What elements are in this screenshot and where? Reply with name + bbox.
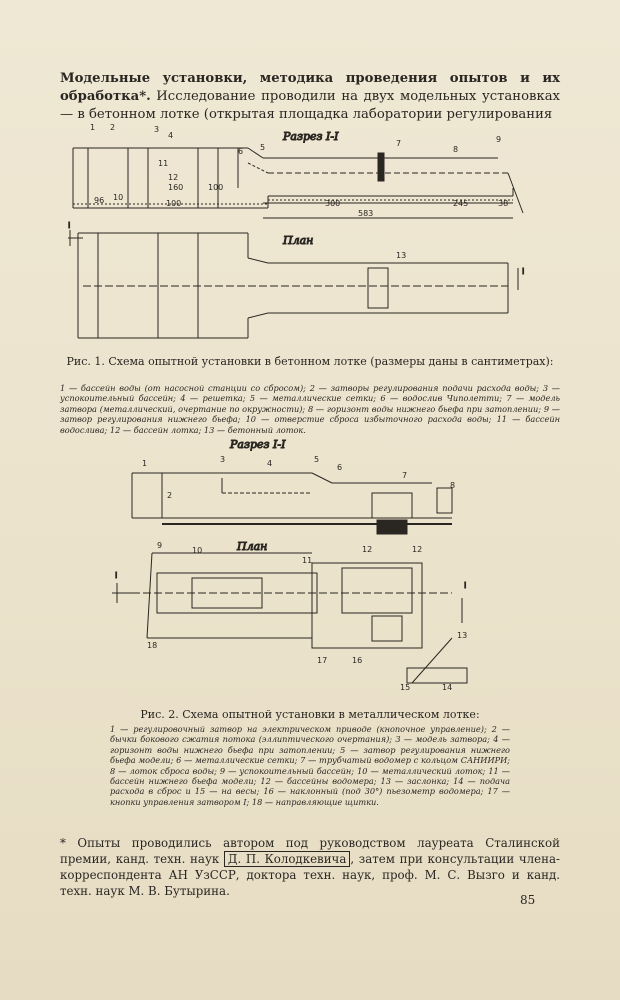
footnote-suffix: , затем при консультации члена-корреспондента АН УзССР, доктора техн. наук, проф. М. С. Вызго и канд. техн. наук М. В. Бутырина.: [60, 852, 560, 898]
svg-text:160: 160: [168, 183, 184, 192]
svg-text:13: 13: [396, 251, 407, 260]
svg-text:5: 5: [314, 455, 320, 464]
svg-text:5: 5: [260, 143, 266, 152]
svg-text:4: 4: [267, 459, 273, 468]
svg-text:245: 245: [453, 199, 469, 208]
svg-text:6: 6: [337, 463, 343, 472]
svg-text:7: 7: [396, 139, 402, 148]
svg-text:4: 4: [168, 131, 174, 140]
footnote-boxed-name: Д. П. Колодкевича: [224, 851, 350, 867]
svg-text:12: 12: [362, 545, 373, 554]
svg-text:100: 100: [208, 183, 224, 192]
svg-text:3: 3: [154, 125, 160, 134]
svg-text:7: 7: [402, 471, 408, 480]
svg-text:12: 12: [168, 173, 179, 182]
svg-text:38: 38: [498, 199, 509, 208]
svg-text:15: 15: [400, 683, 411, 692]
svg-text:16: 16: [352, 656, 363, 665]
svg-text:8: 8: [453, 145, 459, 154]
figure-2-drawing: [112, 438, 482, 700]
fig2-section-label: Разрез I-I: [230, 438, 286, 451]
svg-text:13: 13: [457, 631, 468, 640]
svg-text:I: I: [68, 221, 71, 230]
svg-text:10: 10: [192, 546, 203, 555]
svg-text:3: 3: [220, 455, 226, 464]
svg-text:2: 2: [110, 123, 116, 132]
page-number: 85: [520, 893, 536, 907]
svg-text:18: 18: [147, 641, 158, 650]
svg-text:11: 11: [158, 159, 169, 168]
figure-1-drawing: [68, 118, 538, 350]
figure-1-caption-title: Рис. 1. Схема опытной установки в бетонном лотке (размеры даны в сантиметрах):: [66, 355, 554, 368]
svg-text:I: I: [464, 581, 467, 590]
svg-text:1: 1: [90, 123, 96, 132]
svg-text:I: I: [115, 571, 118, 580]
figure-1-legend: 1 — бассейн воды (от насосной станции со сбросом); 2 — затворы регулирования подачи расхода воды; 3 — успокоительный бассейн; 4 — решетка; 5 — металлические сетки; 6 — водослив Чиполетти; 7 — модель затвора (металлический, очертание по окружности); 8 — горизонт воды нижнего бьефа при затоплении; 9 — затвор регулирования нижнего бьефа; 10 — отверстие сброса избыточного расхода воды; 11 — бассейн водослива; 12 — бассейн лотка; 13 — бетонный лоток.: [60, 383, 560, 435]
svg-text:14: 14: [442, 683, 453, 692]
svg-text:300: 300: [325, 199, 341, 208]
svg-text:1: 1: [142, 459, 148, 468]
svg-text:17: 17: [317, 656, 328, 665]
figure-2-legend: 1 — регулировочный затвор на электрическом приводе (кнопочное управление); 2 — бычки бокового сжатия потока (эллиптического очертания); 3 — модель затвора; 4 — горизонт воды нижнего бьефа при затоплении; 5 — затвор регулирования нижнего бьефа модели; 6 — металлические сетки; 7 — трубчатый водомер с кольцом САНИИРИ; 8 — лоток сброса воды; 9 — успокоительный бассейн; 10 — металлический лоток; 11 — бассейн нижнего бьефа модели; 12 — бассейны водомера; 13 — заслонка; 14 — подача расхода в сброс и 15 — на весы; 16 — наклонный (под 30°) пьезометр водомера; 17 — кнопки управления затвором I; 18 — направляющие щитки.: [110, 724, 510, 807]
svg-text:583: 583: [358, 209, 374, 218]
footnote-prefix: * Опыты проводились автором под руководством лауреата Сталинской премии, канд. техн. наук: [60, 836, 560, 866]
svg-text:8: 8: [450, 481, 456, 490]
svg-text:9: 9: [157, 541, 163, 550]
fig1-section-label: Разрез I-I: [283, 130, 339, 143]
svg-text:9: 9: [496, 135, 502, 144]
svg-text:I: I: [522, 267, 525, 276]
figure-2-caption-title: Рис. 2. Схема опытной установки в металлическом лотке:: [140, 708, 480, 721]
svg-text:6: 6: [238, 147, 244, 156]
svg-text:100: 100: [166, 199, 182, 208]
fig1-plan-label: План: [283, 234, 314, 247]
svg-text:2: 2: [167, 491, 173, 500]
footnote: [60, 835, 560, 899]
svg-text:10: 10: [113, 193, 124, 202]
svg-text:96: 96: [94, 196, 105, 205]
svg-text:11: 11: [302, 556, 313, 565]
section-heading-bold: Модельные установки, методика проведения опытов и их обработка*.: [60, 71, 560, 104]
svg-text:12: 12: [412, 545, 423, 554]
section-heading-paragraph: [60, 70, 560, 124]
section-heading-text: Исследование проводили на двух модельных установках — в бетонном лотке (открытая площадка лаборатории регулирования: [60, 89, 560, 122]
fig2-plan-label: План: [237, 540, 268, 553]
